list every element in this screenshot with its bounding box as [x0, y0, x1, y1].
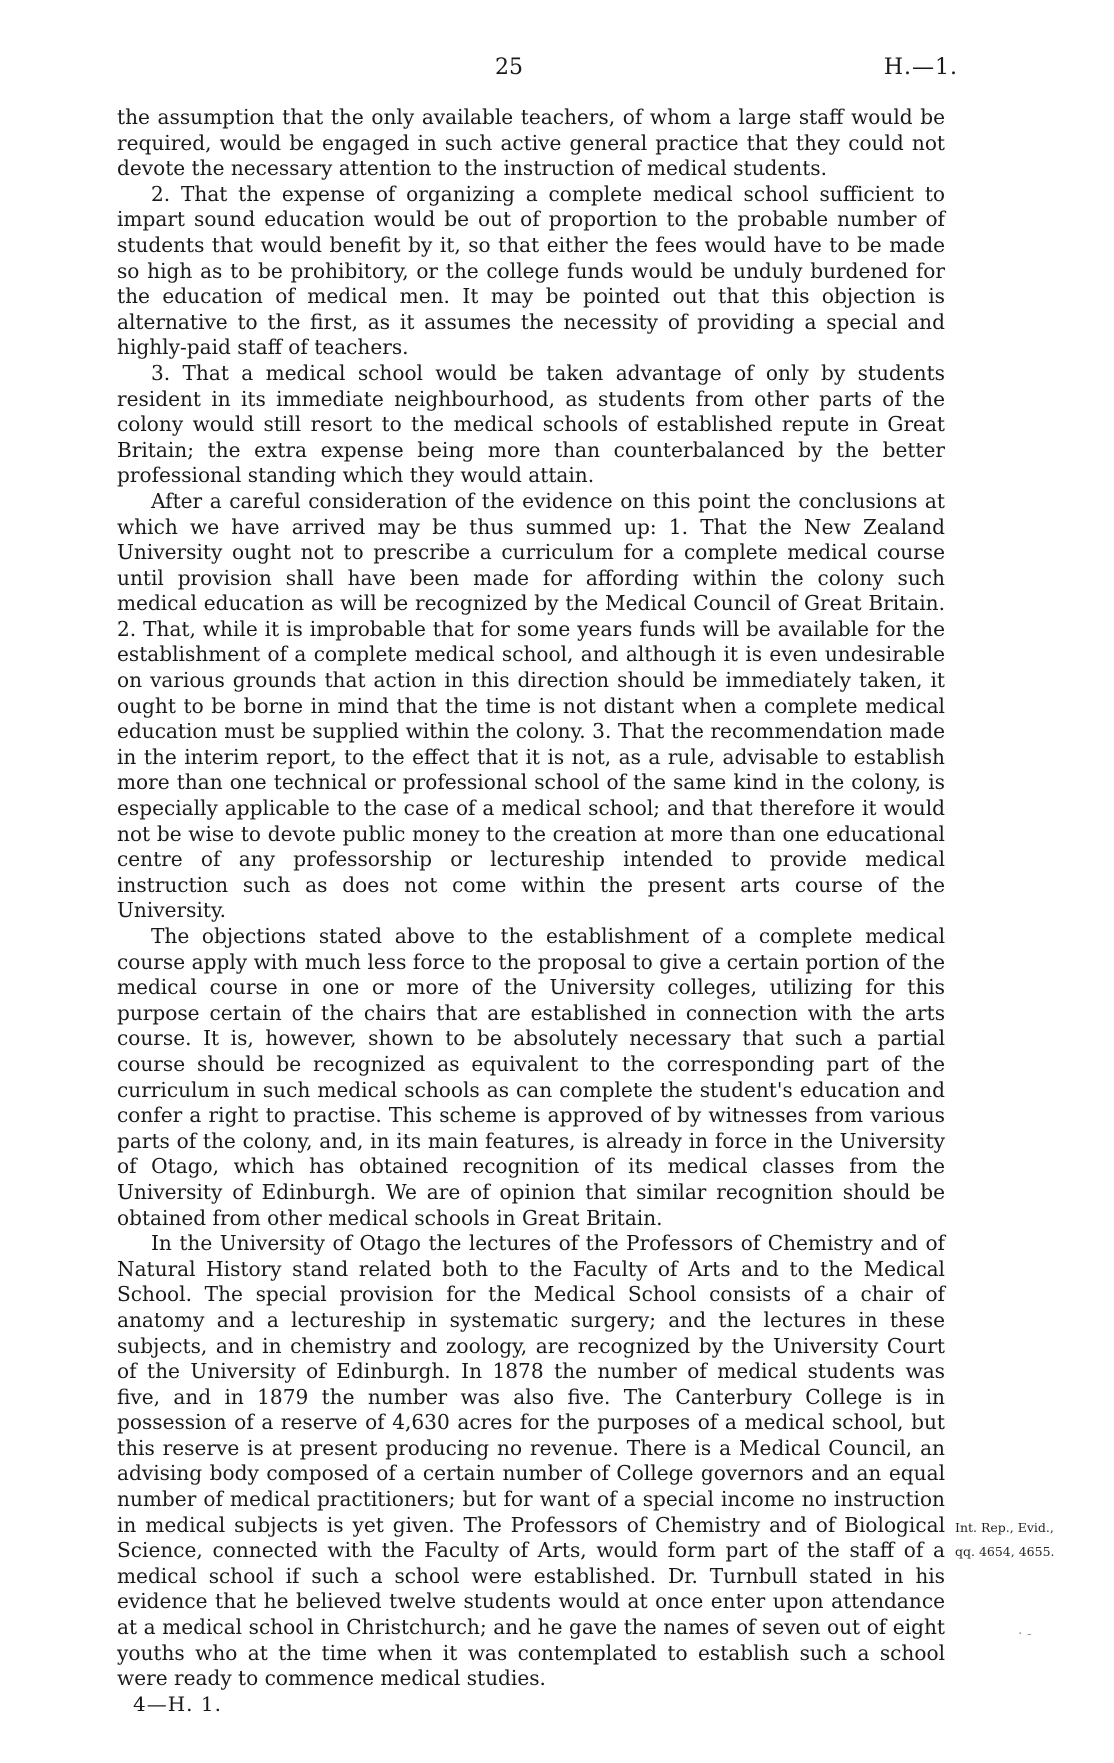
paragraph-conclusions: After a careful consideration of the evidence on this point the conclusions at which we have arrived may be thus summed up: 1. That the New Zealand University ought not to prescribe a curriculum for a complete medical course until provision shall have been made for affording within the colony such medical education as will be recognized by the Medical Council of Great Britain. 2. That, while it is improbable that for some years funds will be available for the establishment of a complete medical school, and although it is even undesirable on various grounds that action in this direction should be immediately taken, it ought to be borne in mind that the time is not distant when a complete medical education must be supplied within the colony. 3. That the recommendation made in the interim report, to the effect that it is not, as a rule, advisable to establish more than one technical or professional school of the same kind in the colony, is especially applicable to the case of a medical school; and that therefore it would not be wise to devote public money to the creation at more than one educational centre of any professorship or lectureship intended to provide medical instruction such as does not come within the present arts course of the University. — [117, 488, 945, 923]
marginal-note — [955, 1516, 1105, 1564]
marginal-note-line: Int. Rep., Evid., — [955, 1520, 1054, 1535]
paragraph-objection-3: 3. That a medical school would be taken advantage of only by students resident in its immediate neighbourhood, as students from other parts of the colony would still resort to the medical schools of established repute in Great Britain; the extra expense being more than counterbalanced by the better professional standing which they would attain. — [117, 360, 945, 488]
document-reference: H.—1. — [883, 55, 958, 80]
paragraph-otago-canterbury: In the University of Otago the lectures of the Professors of Chemistry and of Natural History stand related both to the Faculty of Arts and to the Medical School. The special provision for the Medical School consists of a chair of anatomy and a lectureship in systematic surgery; and the lectures in these subjects, and in chemistry and zoology, are recognized by the University Court of the University of Edinburgh. In 1878 the number of medical students was five, and in 1879 the number was also five. The Canterbury College is in possession of a reserve of 4,630 acres for the purposes of a medical school, but this reserve is at present producing no revenue. There is a Medical Council, an advising body composed of a certain number of College governors and an equal number of medical practitioners; but for want of a special income no instruction in medical subjects is yet given. The Professors of Chemistry and of Biological Science, connected with the Faculty of Arts, would form part of the staff of a medical school if such a school were established. Dr. Turnbull stated in his evidence that he believed twelve students would at once enter upon attendance at a medical school in Christchurch; and he gave the names of seven out of eight youths who at the time when it was contemplated to establish such a school were ready to commence medical studies. — [117, 1231, 945, 1691]
paragraph-objection-2: 2. That the expense of organizing a complete medical school sufficient to impart sound education would be out of proportion to the probable number of students that would benefit by it, so that either the fees would have to be made so high as to be prohibitory, or the college funds would be unduly burdened for the education of medical men. It may be pointed out that this objection is alternative to the first, as it assumes the necessity of providing a special and highly-paid staff of teachers. — [117, 181, 945, 360]
page-number: 25 — [495, 55, 523, 80]
paragraph-continuation: the assumption that the only available teachers, of whom a large staff would be required, would be engaged in such active general practice that they could not devote the necessary attention to the instruction of medical students. — [117, 105, 945, 181]
marginal-note-line: qq. 4654, 4655. — [955, 1544, 1055, 1559]
page-header — [0, 55, 1114, 85]
margin-mark: · - — [1018, 1626, 1032, 1642]
signature-mark: 4—H. 1. — [133, 1691, 222, 1716]
body-text — [117, 105, 945, 1717]
paragraph-partial-course: The objections stated above to the establishment of a complete medical course apply with much less force to the proposal to give a certain portion of the medical course in one or more of the University colleges, utilizing for this purpose certain of the chairs that are established in connection with the arts course. It is, however, shown to be absolutely necessary that such a partial course should be recognized as equivalent to the corresponding part of the curriculum in such medical schools as can complete the student's education and confer a right to practise. This scheme is approved of by witnesses from various parts of the colony, and, in its main features, is already in force in the University of Otago, which has obtained recognition of its medical classes from the University of Edinburgh. We are of opinion that similar recognition should be obtained from other medical schools in Great Britain. — [117, 924, 945, 1230]
